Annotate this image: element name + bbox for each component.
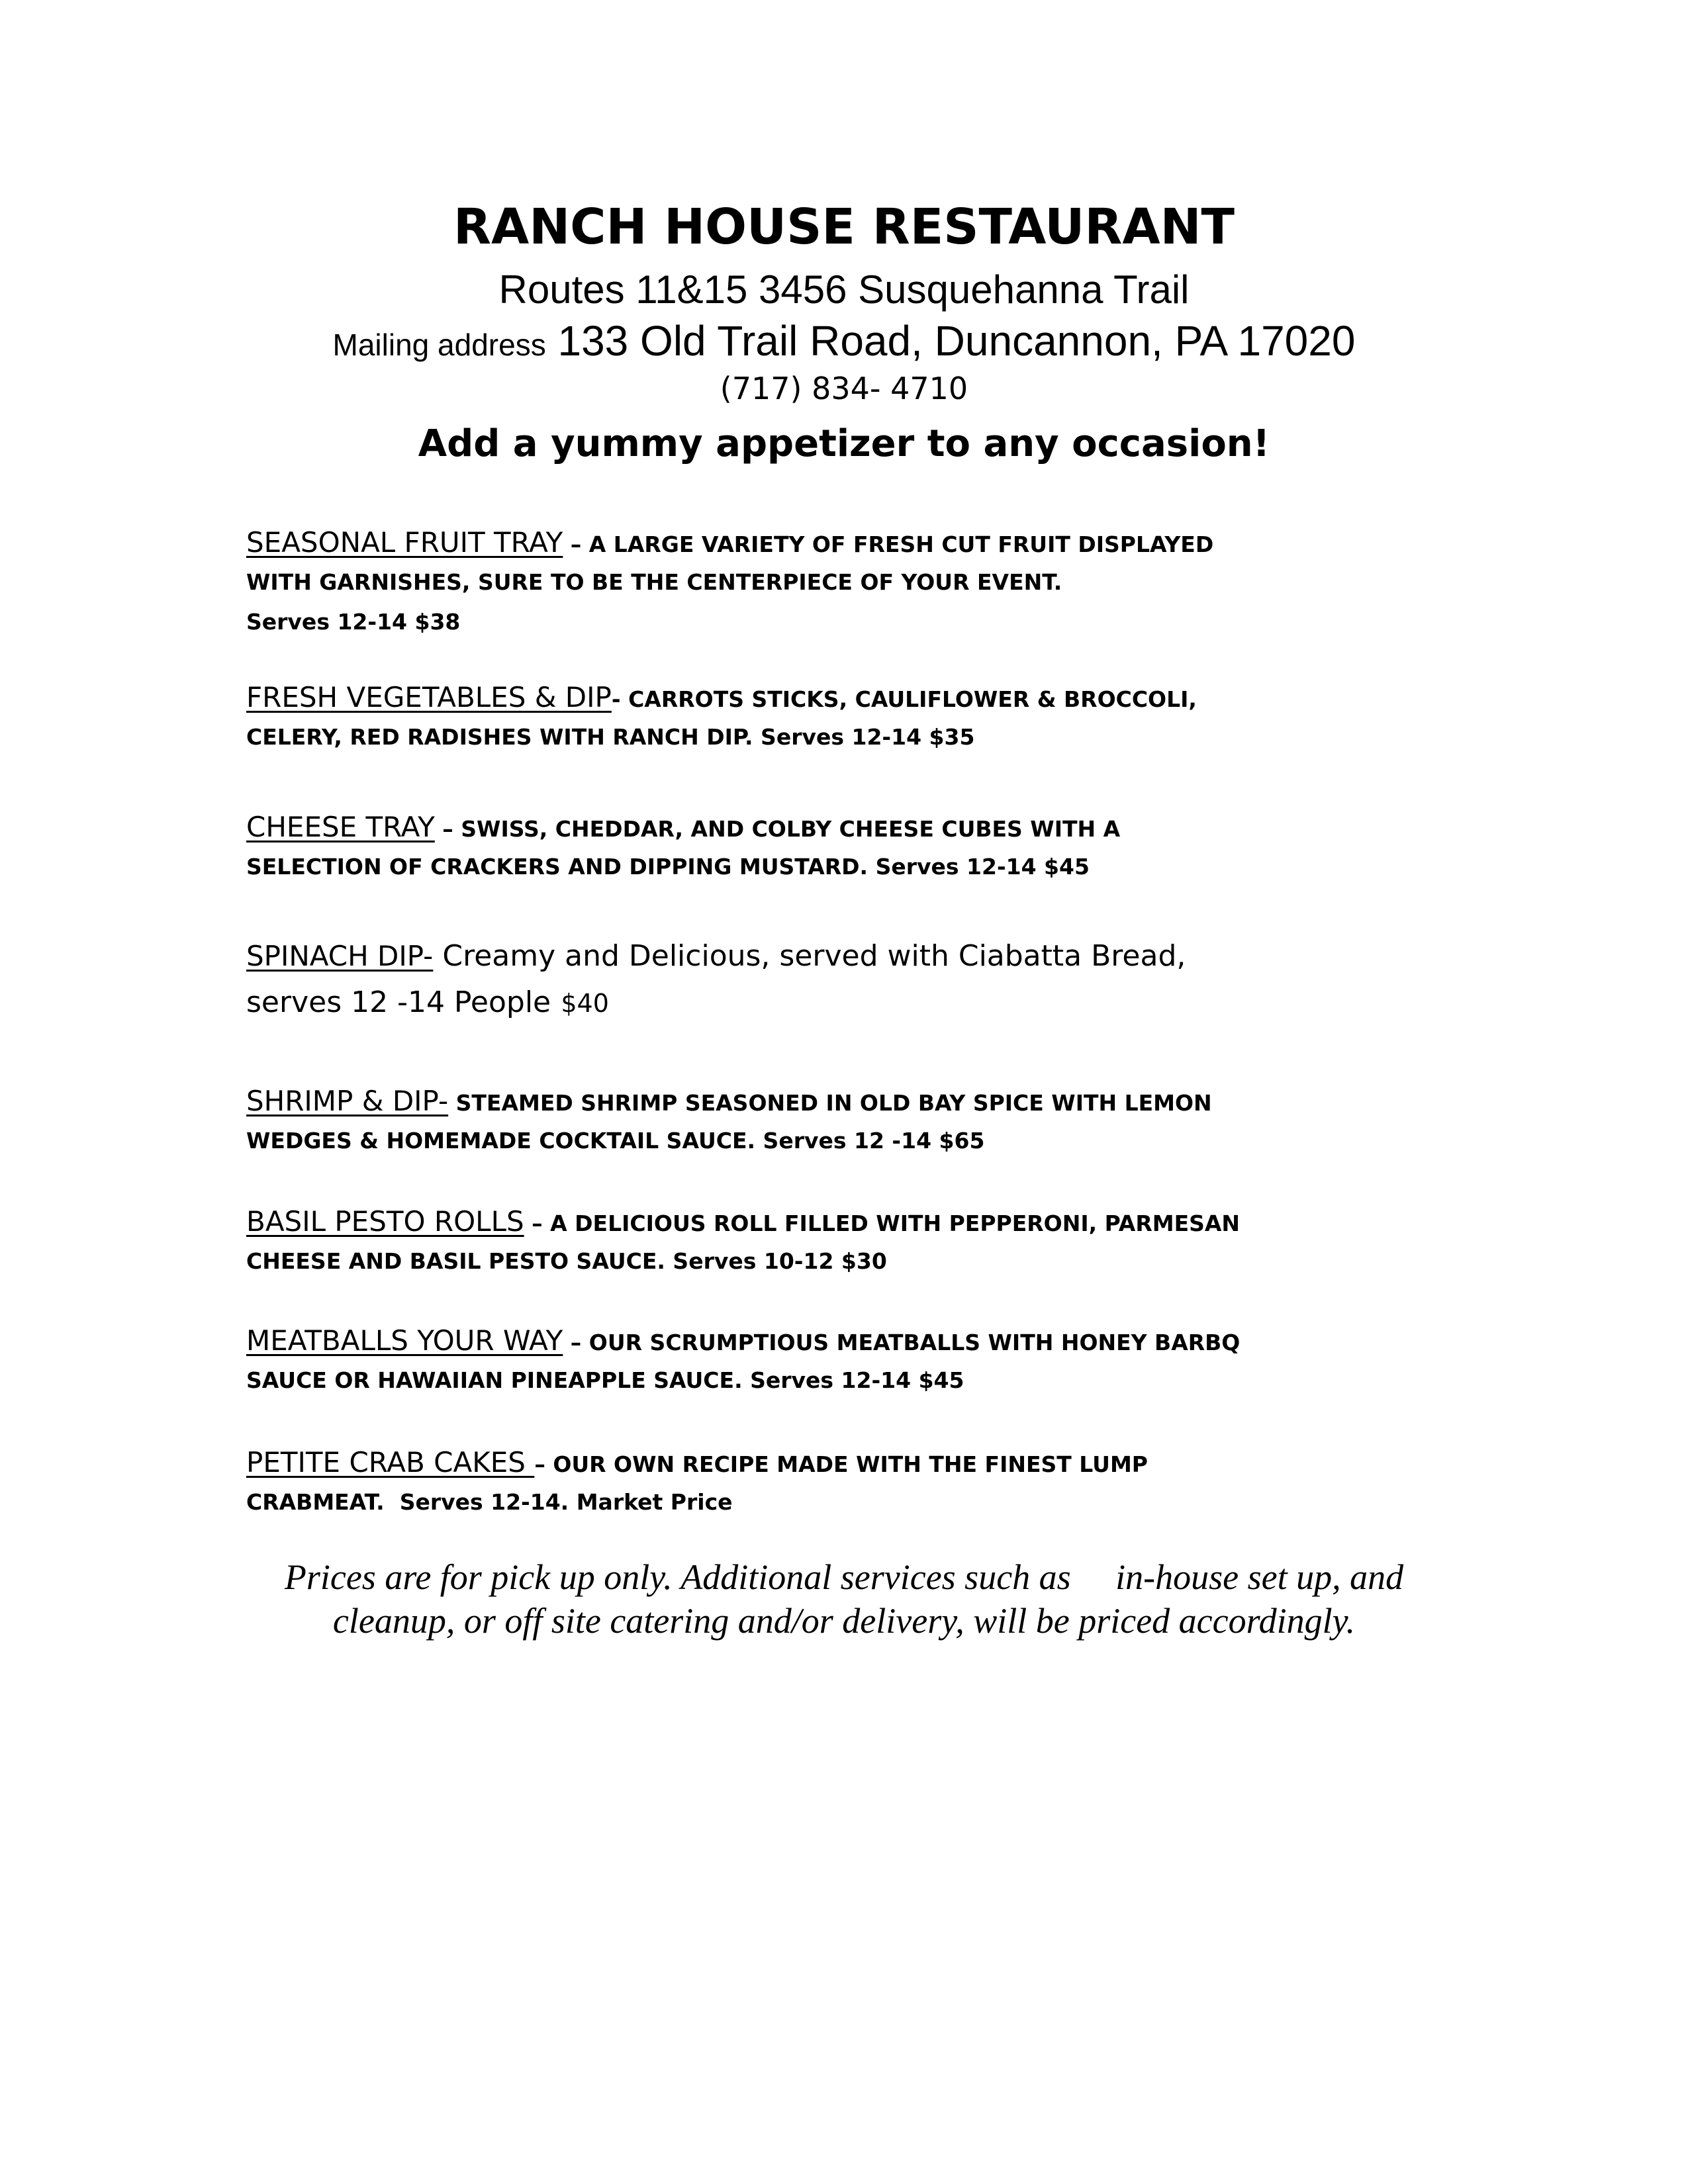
menu-item-shrimp-dip <box>246 1081 1570 1161</box>
item-name: BASIL PESTO ROLLS <box>246 1205 524 1238</box>
item-description-cont: SAUCE OR HAWAIIAN PINEAPPLE SAUCE. Serves 12-14 $45 <box>246 1367 964 1393</box>
item-name: CHEESE TRAY <box>246 811 435 843</box>
item-separator <box>448 1090 456 1116</box>
menu-item-meatballs-your-way <box>246 1321 1570 1400</box>
item-separator: – <box>563 1330 589 1355</box>
item-description: CARROTS STICKS, CAULIFLOWER & BROCCOLI, <box>628 686 1197 712</box>
item-name: SHRIMP & DIP- <box>246 1085 449 1117</box>
item-description: A LARGE VARIETY OF FRESH CUT FRUIT DISPLAYED <box>588 531 1214 557</box>
item-description: OUR OWN RECIPE MADE WITH THE FINEST LUMP <box>553 1451 1148 1477</box>
item-description: Creamy and Delicious, served with Ciabatta Bread, <box>442 939 1186 973</box>
item-description: STEAMED SHRIMP SEASONED IN OLD BAY SPICE WITH LEMON <box>455 1090 1212 1116</box>
item-description-cont: SELECTION OF CRACKERS AND DIPPING MUSTARD. Serves 12-14 $45 <box>246 854 1090 880</box>
item-description-cont: WITH GARNISHES, SURE TO BE THE CENTERPIECE OF YOUR EVENT. <box>246 569 1062 595</box>
item-separator: – <box>524 1210 551 1236</box>
pricing-note-line-2: cleanup, or off site catering and/or delivery, will be priced accordingly. <box>332 1601 1356 1641</box>
item-name: FRESH VEGETABLES & DIP <box>246 681 612 713</box>
item-serves-price: Serves 12-14 $38 <box>246 609 461 635</box>
phone-number: (717) 834- 4710 <box>720 371 968 406</box>
tagline: Add a yummy appetizer to any occasion! <box>418 422 1270 465</box>
item-separator <box>433 939 442 973</box>
item-price: $40 <box>561 989 609 1018</box>
item-separator: – <box>563 531 589 557</box>
menu-item-petite-crab-cakes <box>246 1443 1570 1522</box>
item-name: MEATBALLS YOUR WAY <box>246 1324 563 1357</box>
mailing-address: 133 Old Trail Road, Duncannon, PA 17020 <box>557 317 1356 365</box>
item-separator: – <box>434 816 461 842</box>
mailing-label: Mailing address <box>332 328 546 362</box>
restaurant-title: RANCH HOUSE RESTAURANT <box>453 199 1235 255</box>
mailing-address-line <box>0 316 1688 365</box>
item-description-cont: CHEESE AND BASIL PESTO SAUCE. Serves 10-12 $30 <box>246 1248 887 1274</box>
item-description: A DELICIOUS ROLL FILLED WITH PEPPERONI, PARMESAN <box>550 1210 1241 1236</box>
item-serves: serves 12 -14 People <box>246 985 551 1019</box>
menu-item-fresh-vegetables-dip <box>246 678 1570 757</box>
item-name: SEASONAL FRUIT TRAY <box>246 526 563 559</box>
menu-item-basil-pesto-rolls <box>246 1202 1570 1281</box>
item-name: PETITE CRAB CAKES <box>246 1446 535 1479</box>
item-description-cont: WEDGES & HOMEMADE COCKTAIL SAUCE. Serves 12 -14 $65 <box>246 1128 985 1154</box>
item-name: SPINACH DIP- <box>246 940 434 972</box>
item-description-cont: CELERY, RED RADISHES WITH RANCH DIP. Serves 12-14 $35 <box>246 724 975 750</box>
item-separator: – <box>534 1451 553 1477</box>
item-description-cont: CRABMEAT. Serves 12-14. Market Price <box>246 1489 733 1515</box>
item-description: SWISS, CHEDDAR, AND COLBY CHEESE CUBES WITH A <box>461 816 1121 842</box>
pricing-note-line-1: Prices are for pick up only. Additional services such as in-house set up, and <box>284 1557 1404 1597</box>
routes-address: Routes 11&15 3456 Susquehanna Trail <box>498 267 1190 312</box>
item-separator: - <box>611 686 629 712</box>
pricing-note <box>0 1555 1688 1643</box>
menu-item-cheese-tray <box>246 807 1570 887</box>
menu-item-spinach-dip <box>246 933 1570 1026</box>
item-description: OUR SCRUMPTIOUS MEATBALLS WITH HONEY BARBQ <box>588 1330 1241 1355</box>
menu-item-seasonal-fruit-tray <box>246 523 1570 642</box>
